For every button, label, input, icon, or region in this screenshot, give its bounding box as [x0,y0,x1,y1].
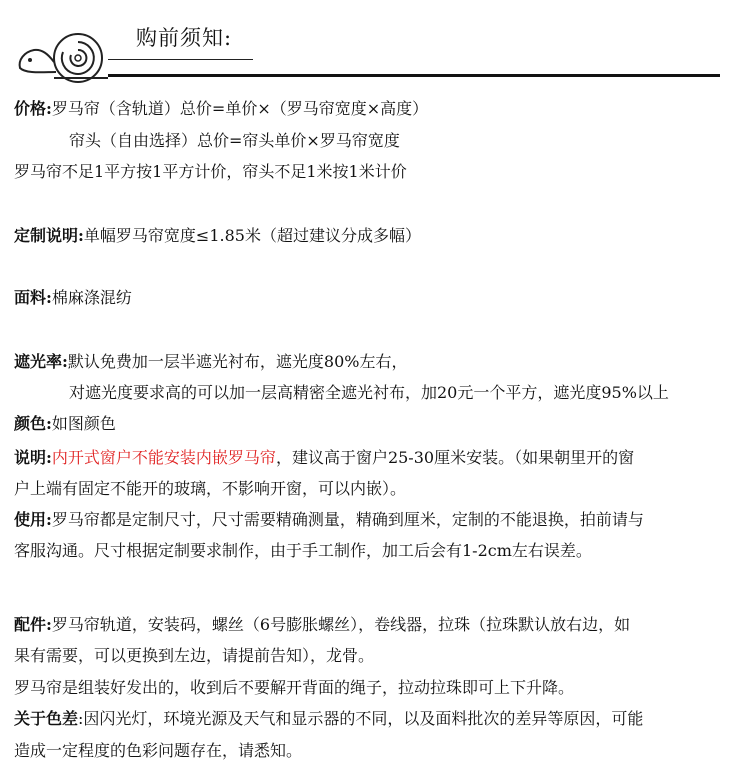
page-title: 购前须知: [136,26,233,50]
shading-label: 遮光率: [14,352,68,371]
parts-label: 配件: [14,615,52,634]
note-warning: 内开式窗户不能安装内嵌罗马帘 [51,448,276,467]
color-line: 颜色:如图颜色 [14,414,116,433]
usage-line-1: 使用:罗马帘都是定制尺寸，尺寸需要精确测量，精确到厘米，定制的不能退换，拍前请与 [14,510,644,529]
note-line-1: 说明:内开式窗户不能安装内嵌罗马帘，建议高于窗户25-30厘米安装。（如果朝里开的窗 [14,448,635,467]
price-line-2: 帘头（自由选择）总价=帘头单价×罗马帘宽度 [69,131,400,150]
header [0,0,750,90]
color-diff-label: 关于色差 [14,709,79,728]
parts-line-3: 罗马帘是组装好发出的，收到后不要解开背面的绳子，拉动拉珠即可上下升降。 [14,678,575,697]
shading-line-1: 遮光率:默认免费加一层半遮光衬布，遮光度80%左右， [14,352,408,371]
price-line-1: 价格:罗马帘（含轨道）总价=单价×（罗马帘宽度×高度） [14,99,429,118]
snail-logo-icon [16,16,108,84]
fabric-label: 面料: [14,288,52,307]
parts-line-2: 果有需要，可以更换到左边，请提前告知），龙骨。 [14,646,375,665]
color-diff-line-1: 关于色差:因闪光灯，环境光源及天气和显示器的不同，以及面料批次的差异等原因，可能 [14,709,644,728]
color-label: 颜色: [14,414,52,433]
price-label: 价格: [14,99,52,118]
fabric-line: 面料:棉麻涤混纺 [14,288,132,307]
note-line-2: 户上端有固定不能开的玻璃，不影响开窗，可以内嵌）。 [14,479,407,498]
parts-line-1: 配件:罗马帘轨道，安装码，螺丝（6号膨胀螺丝），卷线器，拉珠（拉珠默认放右边，如 [14,615,631,634]
custom-line: 定制说明:单幅罗马帘宽度≤1.85米（超过建议分成多幅） [14,226,421,245]
title-underline [108,59,253,60]
header-divider [108,74,720,77]
color-diff-line-2: 造成一定程度的色彩问题存在，请悉知。 [14,741,303,760]
usage-line-2: 客服沟通。尺寸根据定制要求制作，由于手工制作，加工后会有1-2cm左右误差。 [14,541,592,560]
usage-label: 使用: [14,510,52,529]
note-label: 说明: [14,448,52,467]
shading-line-2: 对遮光度要求高的可以加一层高精密全遮光衬布，加20元一个平方，遮光度95%以上 [69,383,669,402]
custom-label: 定制说明: [14,226,84,245]
price-line-3: 罗马帘不足1平方按1平方计价，帘头不足1米按1米计价 [14,162,407,181]
